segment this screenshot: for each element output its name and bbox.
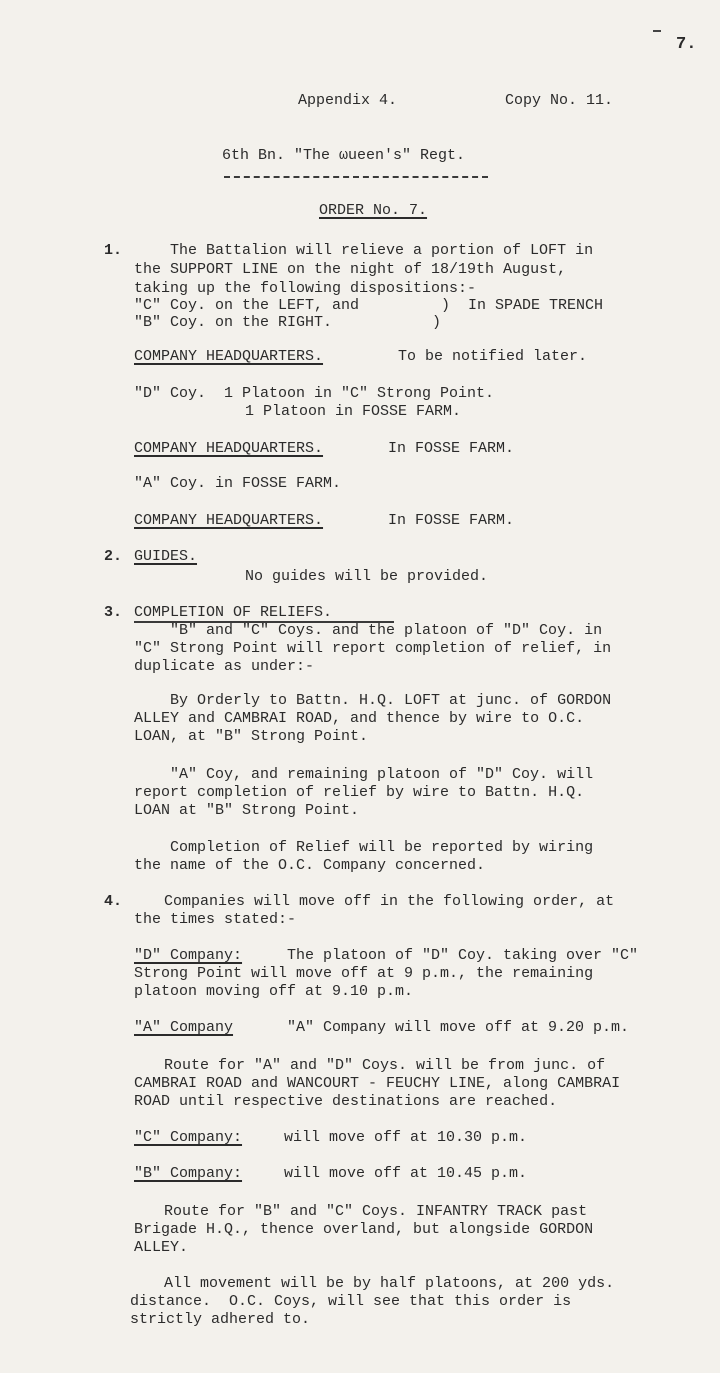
section-2-number: 2. <box>104 548 123 565</box>
d-coy-line-1: "D" Coy. 1 Platoon in "C" Strong Point. <box>134 385 495 402</box>
guides-title: GUIDES. <box>134 548 198 565</box>
unit-title: 6th Bn. "The ωueen's" Regt. <box>222 147 466 164</box>
route-b-c-line-3: ALLEY. <box>134 1239 189 1256</box>
orderly-line-1: By Orderly to Battn. H.Q. LOFT at junc. of GORDON <box>170 692 612 709</box>
a-company-label: "A" Company <box>134 1019 234 1036</box>
copy-number: Copy No. 11. <box>505 92 614 109</box>
section-3-line-3: duplicate as under:- <box>134 658 315 675</box>
a-coy-line: "A" Coy. in FOSSE FARM. <box>134 475 342 492</box>
d-company-line-3: platoon moving off at 9.10 p.m. <box>134 983 414 1000</box>
orderly-line-2: ALLEY and CAMBRAI ROAD, and thence by wire to O.C. <box>134 710 585 727</box>
section-3-line-2: "C" Strong Point will report completion of relief, in <box>134 640 612 657</box>
company-hq-text-2: In FOSSE FARM. <box>388 440 515 457</box>
section-1-line-5a: "B" Coy. on the RIGHT. <box>134 314 333 331</box>
movement-line-2: distance. O.C. Coys, will see that this order is <box>130 1293 572 1310</box>
guides-text: No guides will be provided. <box>245 568 489 585</box>
b-company-label: "B" Company: <box>134 1165 243 1182</box>
section-1-line-5b: ) <box>432 314 442 331</box>
appendix-label: Appendix 4. <box>298 92 398 109</box>
section-1-line-1: The Battalion will relieve a portion of LOFT in <box>170 242 594 259</box>
section-1-line-4a: "C" Coy. on the LEFT, and <box>134 297 360 314</box>
route-b-c-line-1: Route for "B" and "C" Coys. INFANTRY TRACK past <box>164 1203 588 1220</box>
section-1-line-3: taking up the following dispositions:- <box>134 280 477 297</box>
completion-wiring-line-1: Completion of Relief will be reported by wiring <box>170 839 594 856</box>
completion-title: COMPLETION OF RELIEFS. <box>134 604 333 621</box>
c-company-text: will move off at 10.30 p.m. <box>284 1129 528 1146</box>
a-coy-report-line-3: LOAN at "B" Strong Point. <box>134 802 360 819</box>
route-a-d-line-2: CAMBRAI ROAD and WANCOURT - FEUCHY LINE, along CAMBRAI <box>134 1075 621 1092</box>
section-3-line-1: "B" and "C" Coys. and the platoon of "D" Coy. in <box>170 622 603 639</box>
company-hq-text-1: To be notified later. <box>398 348 588 365</box>
page-number: 7. <box>676 35 697 54</box>
company-hq-label-1: COMPANY HEADQUARTERS. <box>134 348 324 365</box>
a-coy-report-line-2: report completion of relief by wire to Battn. H.Q. <box>134 784 585 801</box>
d-company-line-2: Strong Point will move off at 9 p.m., the remaining <box>134 965 594 982</box>
movement-line-3: strictly adhered to. <box>130 1311 311 1328</box>
route-b-c-line-2: Brigade H.Q., thence overland, but alongside GORDON <box>134 1221 594 1238</box>
route-a-d-line-1: Route for "A" and "D" Coys. will be from junc. of <box>164 1057 606 1074</box>
route-a-d-line-3: ROAD until respective destinations are reached. <box>134 1093 558 1110</box>
company-hq-text-3: In FOSSE FARM. <box>388 512 515 529</box>
section-4-line-2: the times stated:- <box>134 911 297 928</box>
d-company-line-1: The platoon of "D" Coy. taking over "C" <box>287 947 639 964</box>
orderly-line-3: LOAN, at "B" Strong Point. <box>134 728 369 745</box>
company-hq-label-3: COMPANY HEADQUARTERS. <box>134 512 324 529</box>
section-3-number: 3. <box>104 604 123 621</box>
b-company-text: will move off at 10.45 p.m. <box>284 1165 528 1182</box>
section-1-line-2: the SUPPORT LINE on the night of 18/19th August, <box>134 261 567 278</box>
section-1-line-4b: ) In SPADE TRENCH <box>441 297 604 314</box>
c-company-label: "C" Company: <box>134 1129 243 1146</box>
a-coy-report-line-1: "A" Coy, and remaining platoon of "D" Coy. will <box>170 766 594 783</box>
section-1-number: 1. <box>104 242 123 259</box>
title-divider <box>224 176 488 178</box>
section-4-number: 4. <box>104 893 123 910</box>
page-mark-dash <box>653 30 661 32</box>
a-company-text: "A" Company will move off at 9.20 p.m. <box>287 1019 630 1036</box>
company-hq-label-2: COMPANY HEADQUARTERS. <box>134 440 324 457</box>
d-coy-line-2: 1 Platoon in FOSSE FARM. <box>245 403 462 420</box>
order-title: ORDER No. 7. <box>319 202 428 219</box>
movement-line-1: All movement will be by half platoons, at 200 yds. <box>164 1275 615 1292</box>
completion-wiring-line-2: the name of the O.C. Company concerned. <box>134 857 486 874</box>
d-company-label: "D" Company: <box>134 947 243 964</box>
section-4-line-1: Companies will move off in the following order, at <box>164 893 615 910</box>
